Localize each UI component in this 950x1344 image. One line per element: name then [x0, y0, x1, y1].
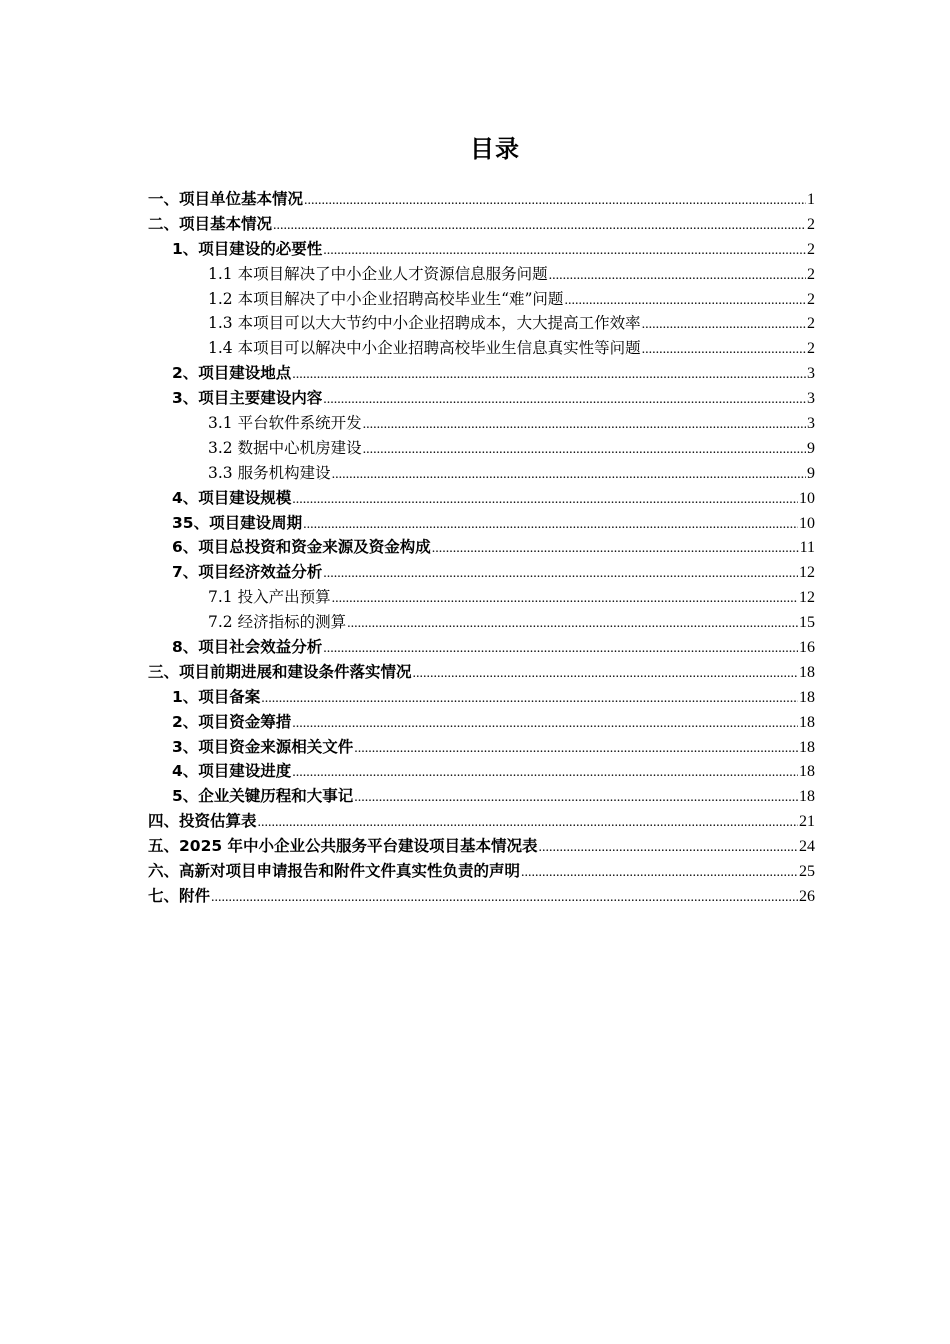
toc-dot-leader	[323, 637, 798, 662]
toc-dot-leader	[363, 438, 806, 463]
toc-entry-text: 二、项目基本情况	[148, 214, 273, 233]
toc-dot-leader	[304, 189, 806, 214]
toc-entry[interactable]	[148, 311, 815, 336]
toc-entry[interactable]	[148, 287, 815, 312]
toc-entry-text: 3、项目资金来源相关文件	[172, 737, 354, 756]
toc-entry[interactable]	[148, 660, 815, 685]
toc-entry[interactable]	[148, 685, 815, 710]
toc-entry[interactable]	[148, 411, 815, 436]
toc-entry-text: 8、项目社会效益分析	[172, 638, 323, 657]
toc-dot-leader	[521, 861, 798, 886]
toc-dot-leader	[273, 214, 806, 239]
toc-entry-text: 1.4 本项目可以解决中小企业招聘高校毕业生信息真实性等问题	[208, 339, 641, 358]
toc-dot-leader	[642, 338, 806, 363]
toc-page-number: 2	[807, 290, 815, 308]
toc-page-number: 18	[799, 713, 815, 731]
toc-dot-leader	[642, 313, 806, 338]
toc-page-number: 12	[799, 564, 815, 582]
toc-entry[interactable]	[148, 809, 815, 834]
toc-entry[interactable]	[148, 585, 815, 610]
toc-entry-text: 1、项目建设的必要性	[172, 239, 323, 258]
toc-dot-leader	[413, 662, 798, 687]
toc-page-number: 2	[807, 315, 815, 333]
toc-page-number: 9	[807, 439, 815, 457]
toc-entry-text: 5、企业关键历程和大事记	[172, 787, 354, 806]
toc-page-number: 24	[799, 838, 815, 856]
toc-entry[interactable]	[148, 486, 815, 511]
toc-entry-text: 1.1 本项目解决了中小企业人才资源信息服务问题	[208, 264, 548, 283]
toc-dot-leader	[211, 886, 798, 911]
toc-entry[interactable]	[148, 859, 815, 884]
toc-dot-leader	[549, 264, 806, 289]
toc-page-number: 12	[799, 589, 815, 607]
toc-dot-leader	[363, 413, 806, 438]
toc-entry-text: 1.2 本项目解决了中小企业招聘高校毕业生“难”问题	[208, 289, 564, 308]
toc-entry-text: 四、投资估算表	[148, 812, 257, 831]
toc-page-number: 3	[807, 365, 815, 383]
toc-dot-leader	[323, 388, 806, 413]
toc-entry[interactable]	[148, 884, 815, 909]
table-of-contents	[148, 187, 815, 909]
toc-dot-leader	[258, 811, 798, 836]
toc-entry-text: 7.2 经济指标的测算	[208, 613, 347, 632]
toc-entry[interactable]	[148, 212, 815, 237]
toc-page-number: 18	[799, 788, 815, 806]
toc-entry-text: 1.3 本项目可以大大节约中小企业招聘成本，大大提高工作效率	[208, 314, 641, 333]
toc-page-number: 3	[807, 390, 815, 408]
toc-entry[interactable]	[148, 610, 815, 635]
toc-page-number: 18	[799, 688, 815, 706]
toc-entry-text: 7、项目经济效益分析	[172, 563, 323, 582]
toc-dot-leader	[323, 239, 806, 264]
toc-entry[interactable]	[148, 336, 815, 361]
toc-entry[interactable]	[148, 560, 815, 585]
toc-dot-leader	[432, 537, 799, 562]
toc-dot-leader	[539, 836, 798, 861]
toc-entry[interactable]	[148, 262, 815, 287]
toc-entry[interactable]	[148, 635, 815, 660]
toc-dot-leader	[332, 587, 798, 612]
toc-page-number: 2	[807, 265, 815, 283]
toc-entry-text: 3、项目主要建设内容	[172, 389, 323, 408]
toc-dot-leader	[347, 612, 798, 637]
toc-page-number: 11	[799, 539, 815, 557]
toc-entry[interactable]	[148, 361, 815, 386]
toc-entry-text: 五、2025 年中小企业公共服务平台建设项目基本情况表	[148, 837, 538, 856]
toc-dot-leader	[354, 737, 798, 762]
toc-page-number: 2	[807, 215, 815, 233]
toc-entry-text: 三、项目前期进展和建设条件落实情况	[148, 662, 412, 681]
toc-entry-text: 4、项目建设规模	[172, 488, 292, 507]
toc-entry[interactable]	[148, 784, 815, 809]
toc-page-number: 15	[799, 614, 815, 632]
toc-dot-leader	[332, 463, 806, 488]
toc-dot-leader	[292, 363, 806, 388]
toc-entry-text: 2、项目建设地点	[172, 364, 292, 383]
toc-dot-leader	[354, 786, 798, 811]
toc-entry[interactable]	[148, 386, 815, 411]
toc-page-number: 26	[799, 887, 815, 905]
toc-title: 目录	[470, 135, 520, 163]
toc-entry[interactable]	[148, 535, 815, 560]
toc-entry-text: 3.3 服务机构建设	[208, 463, 331, 482]
toc-entry[interactable]	[148, 511, 815, 536]
toc-entry-text: 六、高新对项目申请报告和附件文件真实性负责的声明	[148, 862, 521, 881]
toc-dot-leader	[303, 513, 798, 538]
toc-page-number: 21	[799, 813, 815, 831]
toc-dot-leader	[292, 488, 798, 513]
toc-page-number: 10	[799, 514, 815, 532]
toc-page-number: 3	[807, 415, 815, 433]
toc-page-number: 18	[799, 763, 815, 781]
toc-entry[interactable]	[148, 187, 815, 212]
toc-entry[interactable]	[148, 436, 815, 461]
toc-entry[interactable]	[148, 461, 815, 486]
toc-entry-text: 3.2 数据中心机房建设	[208, 438, 362, 457]
toc-page-number: 18	[799, 738, 815, 756]
toc-entry-text: 6、项目总投资和资金来源及资金构成	[172, 538, 431, 557]
toc-entry-text: 35、项目建设周期	[172, 513, 303, 532]
toc-entry-text: 2、项目资金筹措	[172, 712, 292, 731]
toc-entry[interactable]	[148, 759, 815, 784]
toc-dot-leader	[323, 562, 798, 587]
toc-page-number: 2	[807, 340, 815, 358]
toc-entry-text: 4、项目建设进度	[172, 762, 292, 781]
toc-entry-text: 1、项目备案	[172, 687, 261, 706]
toc-page-number: 18	[799, 663, 815, 681]
toc-page-number: 2	[807, 240, 815, 258]
toc-entry[interactable]	[148, 237, 815, 262]
toc-entry-text: 7.1 投入产出预算	[208, 588, 331, 607]
toc-entry-text: 3.1 平台软件系统开发	[208, 414, 362, 433]
toc-entry[interactable]	[148, 834, 815, 859]
toc-entry[interactable]	[148, 710, 815, 735]
toc-page-number: 1	[807, 191, 815, 208]
toc-entry-text: 七、附件	[148, 886, 211, 905]
toc-entry-text: 一、项目单位基本情况	[148, 190, 304, 208]
toc-page-number: 9	[807, 464, 815, 482]
toc-dot-leader	[292, 712, 798, 737]
toc-page-number: 16	[799, 639, 815, 657]
toc-dot-leader	[261, 687, 798, 712]
toc-page-number: 25	[799, 863, 815, 881]
toc-page-number: 10	[799, 489, 815, 507]
toc-entry[interactable]	[148, 735, 815, 760]
toc-dot-leader	[292, 761, 798, 786]
toc-dot-leader	[564, 289, 806, 314]
